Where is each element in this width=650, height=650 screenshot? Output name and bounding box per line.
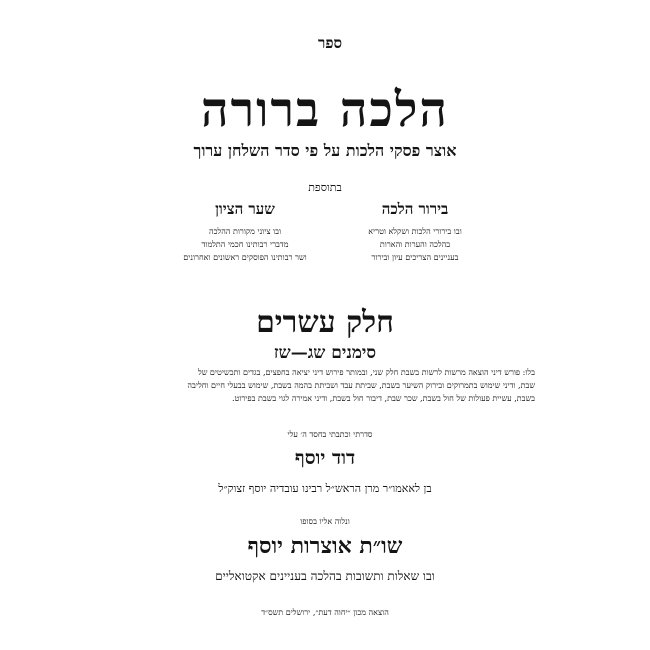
addendum-subtitle: ובו שאלות ותשובות בהלכה בעניינים אקטואליים bbox=[215, 569, 435, 583]
contents-description bbox=[115, 366, 535, 405]
description-line: שבת, ודיני שימוש בתמרוקים ובירוק השיער בשבת, שביתת עבד ושביתת בהמה בשבת, שימוש בבעלי חיים וחליבה bbox=[187, 381, 535, 390]
shaar-hatziyun-column bbox=[170, 200, 320, 264]
author-name: דוד יוסף bbox=[294, 447, 356, 469]
shaar-hatziyun-line: ושר רבותינו הפוסקים ראשונים ואחרונים bbox=[183, 253, 307, 262]
birur-halacha-line: בהלכה והערות והארות bbox=[379, 240, 451, 249]
birur-halacha-line: בעניינים הצריכים עיון ובירור bbox=[371, 253, 459, 262]
description-line: בשבת, עשיית פעולות של חול בשבת, שכר שבת, דיבור חול בשבת, ודיני אמירה לגוי בשבת בפירוט. bbox=[231, 394, 535, 403]
addendum-intro: ונלוה אליו בסופו bbox=[300, 517, 350, 526]
birur-halacha-title: בירור הלכה bbox=[381, 200, 449, 218]
shaar-hatziyun-line: ובו ציוני מקורות ההלכה bbox=[209, 227, 281, 236]
author-lineage: בן לאאמו״ר מרן הראש״ל רבינו עובדיה יוסף זצוק״ל bbox=[218, 482, 432, 495]
addendum-title: שו״ת אוצרות יוסף bbox=[247, 533, 403, 559]
simanim-range: סימנים שג—שז bbox=[273, 343, 377, 363]
book-subtitle: אוצר פסקי הלכות על פי סדר השלחן ערוך bbox=[193, 141, 457, 160]
betosefet-label: בתוספת bbox=[308, 181, 342, 194]
sidarti-line: סדרתי וכתבתי בחסד ה׳ עלי bbox=[287, 430, 373, 439]
book-title: הלכה ברורה bbox=[200, 82, 450, 138]
birur-halacha-line: ובו בירורי הלכות ושקלא וטריא bbox=[368, 227, 462, 236]
shaar-hatziyun-line: מדברי רבותינו חכמי התלמוד bbox=[201, 240, 289, 249]
birur-halacha-column bbox=[340, 200, 490, 264]
sefer-label: ספר bbox=[317, 34, 343, 52]
shaar-hatziyun-title: שער הציון bbox=[215, 200, 275, 218]
publisher-line: הוצאה מכון ״יחוה דעת״, ירושלים תשס״ד bbox=[261, 608, 389, 617]
description-line: בלו: פורש דיני הוצאה מרשות לרשות בשבת חלק שני, ובמותר פירוש דיני יציאה בחפצים, בגדים ותכשיטים של bbox=[197, 368, 535, 377]
part-title: חלק עשרים bbox=[256, 305, 394, 340]
